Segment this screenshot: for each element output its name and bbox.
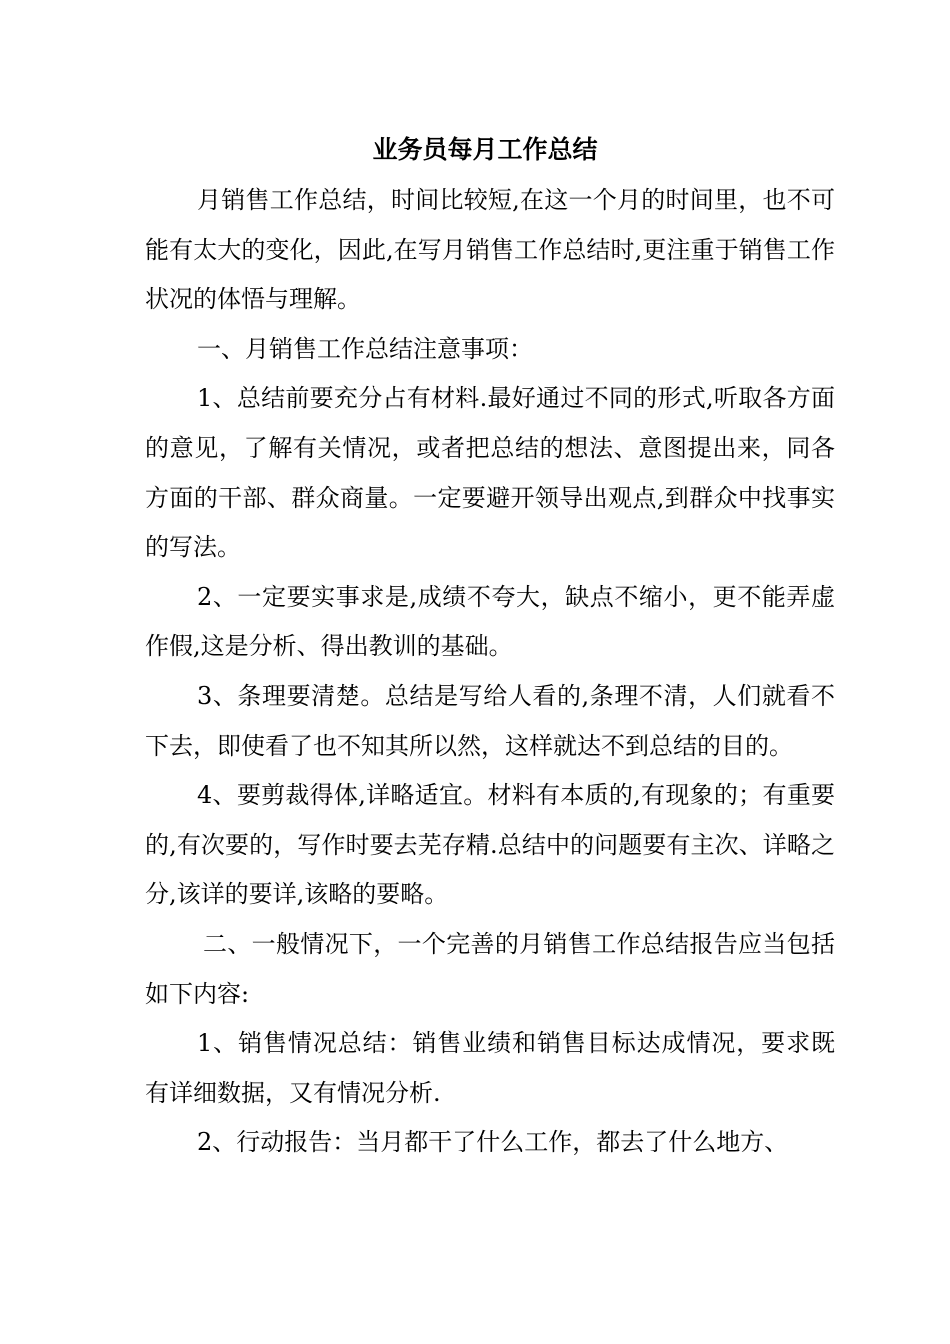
paragraph-content-1: 1、销售情况总结：销售业绩和销售目标达成情况，要求既有详细数据，又有情况分析. [145,1029,835,1107]
document-body [145,176,835,1168]
paragraph-note-1: 1、总结前要充分占有材料.最好通过不同的形式,听取各方面的意见，了解有关情况，或者把总结的想法、意图提出来，同各方面的干部、群众商量。一定要避开领导出观点,到群众中找事实的写法。 [145,384,835,562]
section-heading-notes: 一、月销售工作总结注意事项： [197,334,533,363]
paragraph-intro: 月销售工作总结，时间比较短,在这一个月的时间里，也不可能有太大的变化，因此,在写月销售工作总结时,更注重于销售工作状况的体悟与理解。 [145,186,835,314]
document-title: 业务员每月工作总结 [372,135,598,164]
paragraph-note-3: 3、条理要清楚。总结是写给人看的,条理不清，人们就看不下去，即使看了也不知其所以然，这样就达不到总结的目的。 [145,681,835,760]
paragraph-content-2: 2、行动报告：当月都干了什么工作，都去了什么地方、 [197,1128,789,1157]
paragraph-note-2: 2、一定要实事求是,成绩不夸大，缺点不缩小，更不能弄虚作假,这是分析、得出教训的基础。 [145,582,835,661]
section-heading-contents: 二、一般情况下，一个完善的月销售工作总结报告应当包括如下内容: [145,929,835,1008]
paragraph-note-4: 4、要剪裁得体,详略适宜。材料有本质的,有现象的；有重要的,有次要的，写作时要去芜存精.总结中的问题要有主次、详略之分,该详的要详,该略的要略。 [145,781,835,909]
